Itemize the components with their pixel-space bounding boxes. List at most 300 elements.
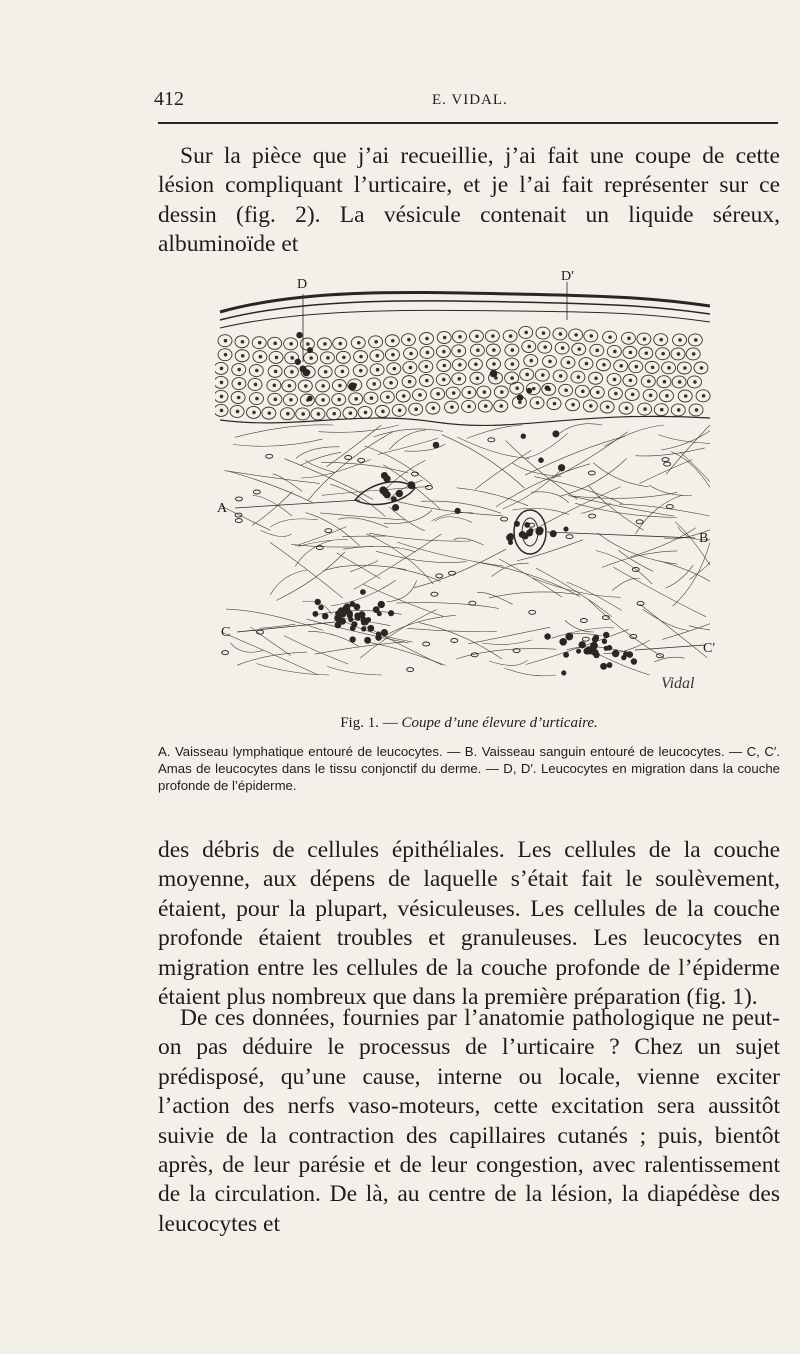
leucocyte: [361, 619, 367, 625]
leucocyte: [364, 637, 371, 644]
leucocyte: [559, 638, 567, 646]
fibroblast-nucleus: [636, 520, 643, 524]
leucocyte: [544, 633, 551, 640]
cell-nucleus: [450, 405, 454, 409]
cell-nucleus: [252, 411, 256, 415]
connective-fiber: [528, 487, 621, 533]
connective-fiber: [295, 527, 346, 546]
fibroblast-nucleus: [580, 619, 587, 623]
cell-nucleus: [386, 395, 390, 399]
fibroblast-nucleus: [662, 458, 669, 462]
fibroblast-nucleus: [411, 472, 418, 476]
cell-nucleus: [527, 345, 531, 349]
cell-nucleus: [324, 370, 328, 374]
connective-fiber: [305, 460, 334, 472]
leucocyte: [433, 442, 440, 449]
cell-nucleus: [342, 356, 346, 360]
fibroblast-nucleus: [451, 639, 458, 643]
connective-fiber: [636, 495, 683, 534]
cell-nucleus: [693, 380, 697, 384]
leucocyte: [377, 611, 382, 616]
cell-nucleus: [643, 337, 647, 341]
cell-nucleus: [542, 331, 546, 335]
connective-fiber: [366, 642, 446, 666]
leucocyte: [335, 622, 342, 629]
cell-nucleus: [665, 394, 669, 398]
cell-nucleus: [309, 356, 313, 360]
connective-fiber: [639, 460, 692, 484]
connective-fiber: [435, 517, 472, 523]
connective-fiber: [270, 519, 317, 527]
fibroblast-nucleus: [488, 438, 495, 442]
figure-caption: [158, 715, 780, 732]
connective-fiber: [568, 492, 677, 498]
figure-number: Fig. 1. —: [340, 715, 398, 731]
cell-nucleus: [541, 373, 545, 377]
cell-nucleus: [595, 349, 599, 353]
leucocyte: [335, 610, 342, 617]
connective-fiber: [534, 477, 623, 504]
connective-fiber: [588, 599, 664, 658]
connective-fiber: [588, 486, 643, 531]
leucocyte: [392, 504, 399, 511]
figure-legend: A. Vaisseau lymphatique entouré de leucocytes. — B. Vaisseau sanguin entouré de leucocytes. — C, C′. Amas de leucocytes dans le tissu conjonctif du derme. — D, D′. Leucocytes en migration dans la couche profonde de l’épiderme.: [158, 744, 780, 793]
paragraph-1: Sur la pièce que j’ai recueillie, j’ai fait une coupe de cette lésion compliquant l’urticaire, et je l’ai fait représenter sur ce dessin (fig. 2). La vésicule contenait un liquide séreux, albuminoïde et: [158, 143, 780, 258]
cell-nucleus: [321, 398, 325, 402]
cell-nucleus: [436, 392, 440, 396]
fibroblast-nucleus: [666, 505, 673, 509]
figure-label-c: C: [221, 625, 231, 640]
cell-nucleus: [649, 393, 653, 397]
cell-nucleus: [393, 367, 397, 371]
cell-nucleus: [414, 407, 418, 411]
cell-nucleus: [543, 345, 547, 349]
epidermis-cell-layer: [215, 326, 710, 425]
fibroblast-nucleus: [423, 642, 430, 646]
leucocyte: [528, 528, 533, 533]
cell-nucleus: [635, 365, 639, 369]
connective-fiber: [378, 438, 439, 454]
leucocyte: [561, 670, 566, 675]
leucocyte: [565, 633, 573, 641]
leucocyte: [350, 625, 356, 631]
cell-nucleus: [518, 400, 522, 404]
cell-nucleus: [692, 352, 696, 356]
fibroblast-nucleus: [253, 490, 260, 494]
cell-nucleus: [695, 408, 699, 412]
cell-nucleus: [442, 350, 446, 354]
leucocyte: [558, 464, 565, 471]
connective-fiber: [671, 452, 710, 488]
leucocyte: [307, 396, 312, 401]
cell-nucleus: [391, 339, 395, 343]
connective-fiber: [374, 429, 444, 437]
connective-fiber: [505, 668, 557, 676]
cell-nucleus: [224, 339, 228, 343]
running-head: E. VIDAL.: [432, 92, 508, 108]
leucocyte: [303, 369, 310, 376]
leucocyte: [600, 663, 607, 670]
leucocyte: [592, 636, 598, 642]
connective-fiber: [338, 518, 388, 528]
cell-nucleus: [510, 376, 514, 380]
connective-fiber: [680, 452, 710, 482]
connective-fiber: [673, 543, 710, 607]
connective-fiber: [396, 603, 499, 609]
cell-nucleus: [561, 346, 565, 350]
leucocyte: [396, 490, 403, 497]
cell-nucleus: [629, 379, 633, 383]
connective-fiber: [315, 642, 405, 654]
cell-nucleus: [364, 411, 368, 415]
cell-nucleus: [254, 383, 258, 387]
leucocyte: [367, 625, 374, 632]
leucocyte: [545, 385, 550, 390]
cell-nucleus: [349, 411, 353, 415]
cell-nucleus: [258, 341, 262, 345]
page-number: 412: [154, 88, 184, 110]
cell-nucleus: [590, 334, 594, 338]
connective-fiber: [397, 568, 440, 581]
cell-nucleus: [677, 352, 681, 356]
cell-nucleus: [515, 386, 519, 390]
leucocyte: [602, 639, 607, 644]
cell-nucleus: [532, 387, 536, 391]
cell-nucleus: [553, 402, 557, 406]
leucocyte: [296, 332, 302, 338]
leucocyte: [307, 347, 313, 353]
connective-fiber: [337, 553, 381, 579]
cell-nucleus: [286, 412, 290, 416]
cell-nucleus: [614, 392, 618, 396]
leucocyte: [350, 636, 356, 642]
artist-signature: Vidal: [661, 675, 695, 692]
leucocyte: [603, 632, 609, 638]
cell-nucleus: [659, 338, 663, 342]
fibroblast-nucleus: [529, 610, 536, 614]
figure-label-d-prime: D′: [561, 270, 575, 284]
cell-nucleus: [631, 393, 635, 397]
cell-nucleus: [492, 362, 496, 366]
cell-nucleus: [274, 370, 278, 374]
cell-nucleus: [337, 398, 341, 402]
connective-fiber: [482, 640, 532, 645]
cell-nucleus: [643, 407, 647, 411]
leucocyte: [388, 610, 394, 616]
connective-fiber: [481, 563, 580, 597]
connective-fiber: [442, 435, 525, 488]
cell-nucleus: [484, 404, 488, 408]
connective-fiber: [387, 581, 417, 602]
fibroblast-nucleus: [449, 571, 456, 575]
cell-nucleus: [694, 338, 698, 342]
cell-nucleus: [511, 348, 515, 352]
connective-fiber: [597, 533, 677, 564]
connective-fiber: [477, 592, 513, 604]
cell-nucleus: [629, 351, 633, 355]
fibroblast-nucleus: [266, 454, 273, 458]
cell-nucleus: [220, 409, 224, 413]
cell-nucleus: [304, 384, 308, 388]
leucocyte: [349, 382, 357, 390]
leucocyte: [312, 611, 318, 617]
connective-fiber: [560, 424, 603, 433]
cell-nucleus: [559, 332, 563, 336]
connective-fiber: [457, 488, 528, 506]
cell-nucleus: [457, 377, 461, 381]
cell-nucleus: [275, 356, 279, 360]
leucocyte: [538, 457, 544, 463]
connective-fiber: [567, 582, 622, 610]
leucocyte: [631, 658, 637, 664]
connective-fiber: [612, 578, 640, 590]
cell-nucleus: [374, 340, 378, 344]
connective-fiber: [525, 436, 625, 475]
fibroblast-nucleus: [436, 574, 443, 578]
cell-nucleus: [613, 350, 617, 354]
paragraph-3: De ces données, fournies par l’anatomie pathologique ne peut-on pas déduire le processus de l’urticaire ? Chez un sujet prédisposé, qu’une cause, interne ou locale, vienne exciter l’action des nerfs vaso-moteurs, cette excitation sera aussitôt suivie de la contraction des capillaires cutanés ; puis, bientôt après, de leur parésie et de leur congestion, avec ralentissement de la circulation. De là, au centre de la lésion, la diapédèse des leucocytes et: [158, 1005, 780, 1237]
connective-fiber: [407, 628, 496, 631]
basal-membrane: [220, 416, 710, 425]
stratum-corneum-line: [220, 310, 710, 328]
cell-nucleus: [432, 406, 436, 410]
connective-fiber: [233, 439, 322, 446]
cell-nucleus: [525, 373, 529, 377]
cell-nucleus: [476, 348, 480, 352]
connective-fiber: [531, 492, 568, 503]
cell-nucleus: [452, 391, 456, 395]
cell-nucleus: [663, 380, 667, 384]
cell-nucleus: [241, 354, 245, 358]
connective-fiber: [536, 568, 612, 617]
cell-nucleus: [577, 375, 581, 379]
leucocyte: [563, 527, 568, 532]
connective-fiber: [296, 447, 340, 459]
cell-nucleus: [585, 362, 589, 366]
cell-nucleus: [443, 364, 447, 368]
cell-nucleus: [332, 412, 336, 416]
cell-nucleus: [220, 367, 224, 371]
cell-nucleus: [581, 390, 585, 394]
cell-nucleus: [359, 369, 363, 373]
cell-nucleus: [301, 412, 305, 416]
connective-fiber: [467, 425, 522, 438]
fibroblast-nucleus: [588, 471, 595, 475]
cell-nucleus: [290, 370, 294, 374]
figure-label-b: B: [699, 531, 709, 546]
cell-nucleus: [359, 355, 363, 359]
cell-nucleus: [326, 356, 330, 360]
fibroblast-nucleus: [407, 668, 414, 672]
cell-nucleus: [467, 405, 471, 409]
cell-nucleus: [259, 355, 263, 359]
cell-nucleus: [381, 410, 385, 414]
leucocyte: [517, 394, 524, 401]
connective-fiber: [230, 643, 263, 653]
leucocyte: [550, 530, 557, 537]
leucocyte: [361, 626, 366, 631]
connective-fiber: [602, 551, 677, 568]
connective-fiber: [666, 565, 694, 588]
connective-fiber: [690, 562, 710, 580]
connective-fiber: [596, 551, 652, 585]
cell-nucleus: [391, 353, 395, 357]
cell-nucleus: [323, 342, 327, 346]
cell-nucleus: [402, 394, 406, 398]
connective-fiber: [320, 513, 406, 520]
cell-nucleus: [389, 381, 393, 385]
cell-nucleus: [667, 366, 671, 370]
connective-fiber: [421, 501, 501, 513]
cell-nucleus: [425, 337, 429, 341]
cell-nucleus: [678, 380, 682, 384]
connective-fiber: [454, 538, 484, 545]
connective-fiber: [604, 425, 664, 446]
cell-nucleus: [619, 364, 623, 368]
cell-nucleus: [354, 397, 358, 401]
fibroblast-nucleus: [501, 517, 508, 521]
cell-nucleus: [499, 404, 503, 408]
cell-nucleus: [370, 396, 374, 400]
leucocyte: [315, 599, 321, 605]
connective-fiber: [619, 550, 654, 571]
leucocyte: [563, 652, 569, 658]
page-header: [150, 86, 780, 116]
cell-nucleus: [483, 390, 487, 394]
connective-fiber: [489, 592, 580, 598]
connective-fiber: [276, 552, 345, 601]
cell-nucleus: [524, 331, 528, 335]
cell-nucleus: [273, 342, 277, 346]
connective-fiber: [636, 448, 705, 456]
leucocyte: [358, 611, 365, 618]
cell-nucleus: [602, 363, 606, 367]
connective-fiber: [364, 446, 432, 485]
cell-nucleus: [398, 408, 402, 412]
fibroblast-nucleus: [358, 458, 365, 462]
cell-nucleus: [492, 348, 496, 352]
cell-nucleus: [458, 363, 462, 367]
leucocyte: [490, 370, 498, 378]
leucocyte: [526, 388, 532, 394]
cell-nucleus: [288, 384, 292, 388]
connective-fiber: [321, 462, 408, 473]
fibroblast-nucleus: [325, 529, 332, 533]
cell-nucleus: [678, 338, 682, 342]
cell-nucleus: [357, 341, 361, 345]
cell-nucleus: [376, 354, 380, 358]
cell-nucleus: [596, 391, 600, 395]
cell-nucleus: [475, 334, 479, 338]
fibroblast-nucleus: [345, 456, 352, 460]
connective-fiber: [225, 471, 320, 484]
cell-nucleus: [647, 379, 651, 383]
connective-fiber: [327, 666, 382, 675]
connective-fiber: [414, 549, 506, 588]
fibroblast-nucleus: [235, 519, 242, 523]
leader-line-c: [237, 622, 335, 632]
cell-nucleus: [376, 368, 380, 372]
cell-nucleus: [442, 378, 446, 382]
cell-nucleus: [268, 411, 272, 415]
fibroblast-nucleus: [235, 513, 242, 517]
connective-fiber: [565, 620, 594, 632]
cell-nucleus: [458, 335, 462, 339]
histology-figure: [215, 270, 715, 710]
connective-fiber: [327, 425, 382, 467]
cell-nucleus: [702, 394, 706, 398]
leucocyte: [376, 631, 381, 636]
connective-fiber: [270, 570, 306, 595]
cell-nucleus: [317, 412, 321, 416]
cell-nucleus: [500, 390, 504, 394]
cell-nucleus: [589, 404, 593, 408]
cell-nucleus: [536, 401, 540, 405]
cell-nucleus: [559, 374, 563, 378]
connective-fiber: [228, 471, 314, 503]
leader-line-a: [235, 500, 360, 508]
leucocyte: [521, 434, 526, 439]
connective-fiber: [527, 433, 568, 457]
leucocyte: [590, 642, 598, 650]
connective-fiber: [489, 660, 527, 665]
cell-nucleus: [594, 376, 598, 380]
cell-nucleus: [548, 360, 552, 364]
cell-nucleus: [341, 370, 345, 374]
cell-nucleus: [220, 381, 224, 385]
cell-nucleus: [700, 366, 704, 370]
cell-nucleus: [606, 405, 610, 409]
connective-fiber: [503, 469, 562, 508]
cell-nucleus: [255, 397, 259, 401]
cell-nucleus: [273, 384, 277, 388]
connective-fiber: [661, 431, 710, 450]
fibroblast-nucleus: [316, 546, 323, 550]
connective-fiber: [261, 530, 292, 536]
connective-fiber: [369, 533, 471, 541]
cell-nucleus: [237, 368, 241, 372]
figure-title: Coupe d’une élevure d’urticaire.: [401, 715, 598, 731]
connective-fiber: [468, 627, 550, 644]
histology-illustration: [215, 270, 715, 710]
connective-fiber: [350, 561, 378, 572]
epidermis-surface: [220, 292, 710, 312]
connective-fiber: [221, 632, 318, 675]
fibroblast-nucleus: [222, 651, 229, 655]
figure-label-c-prime: C′: [703, 641, 715, 656]
cell-nucleus: [407, 338, 411, 342]
leucocyte: [579, 641, 586, 648]
leucocyte: [535, 528, 543, 536]
cell-nucleus: [625, 406, 629, 410]
fibroblast-nucleus: [582, 637, 589, 641]
leucocyte: [382, 489, 389, 496]
connective-fiber: [666, 425, 710, 474]
leucocyte: [508, 540, 513, 545]
cell-nucleus: [338, 384, 342, 388]
cell-nucleus: [660, 408, 664, 412]
cell-nucleus: [491, 334, 495, 338]
leucocyte: [612, 650, 619, 657]
dermis-connective-fibers: [221, 424, 710, 676]
cell-nucleus: [474, 362, 478, 366]
fibroblast-nucleus: [664, 462, 671, 466]
cell-nucleus: [677, 408, 681, 412]
leucocyte: [583, 648, 590, 655]
cell-nucleus: [529, 359, 533, 363]
cell-nucleus: [426, 351, 430, 355]
cell-nucleus: [321, 384, 325, 388]
